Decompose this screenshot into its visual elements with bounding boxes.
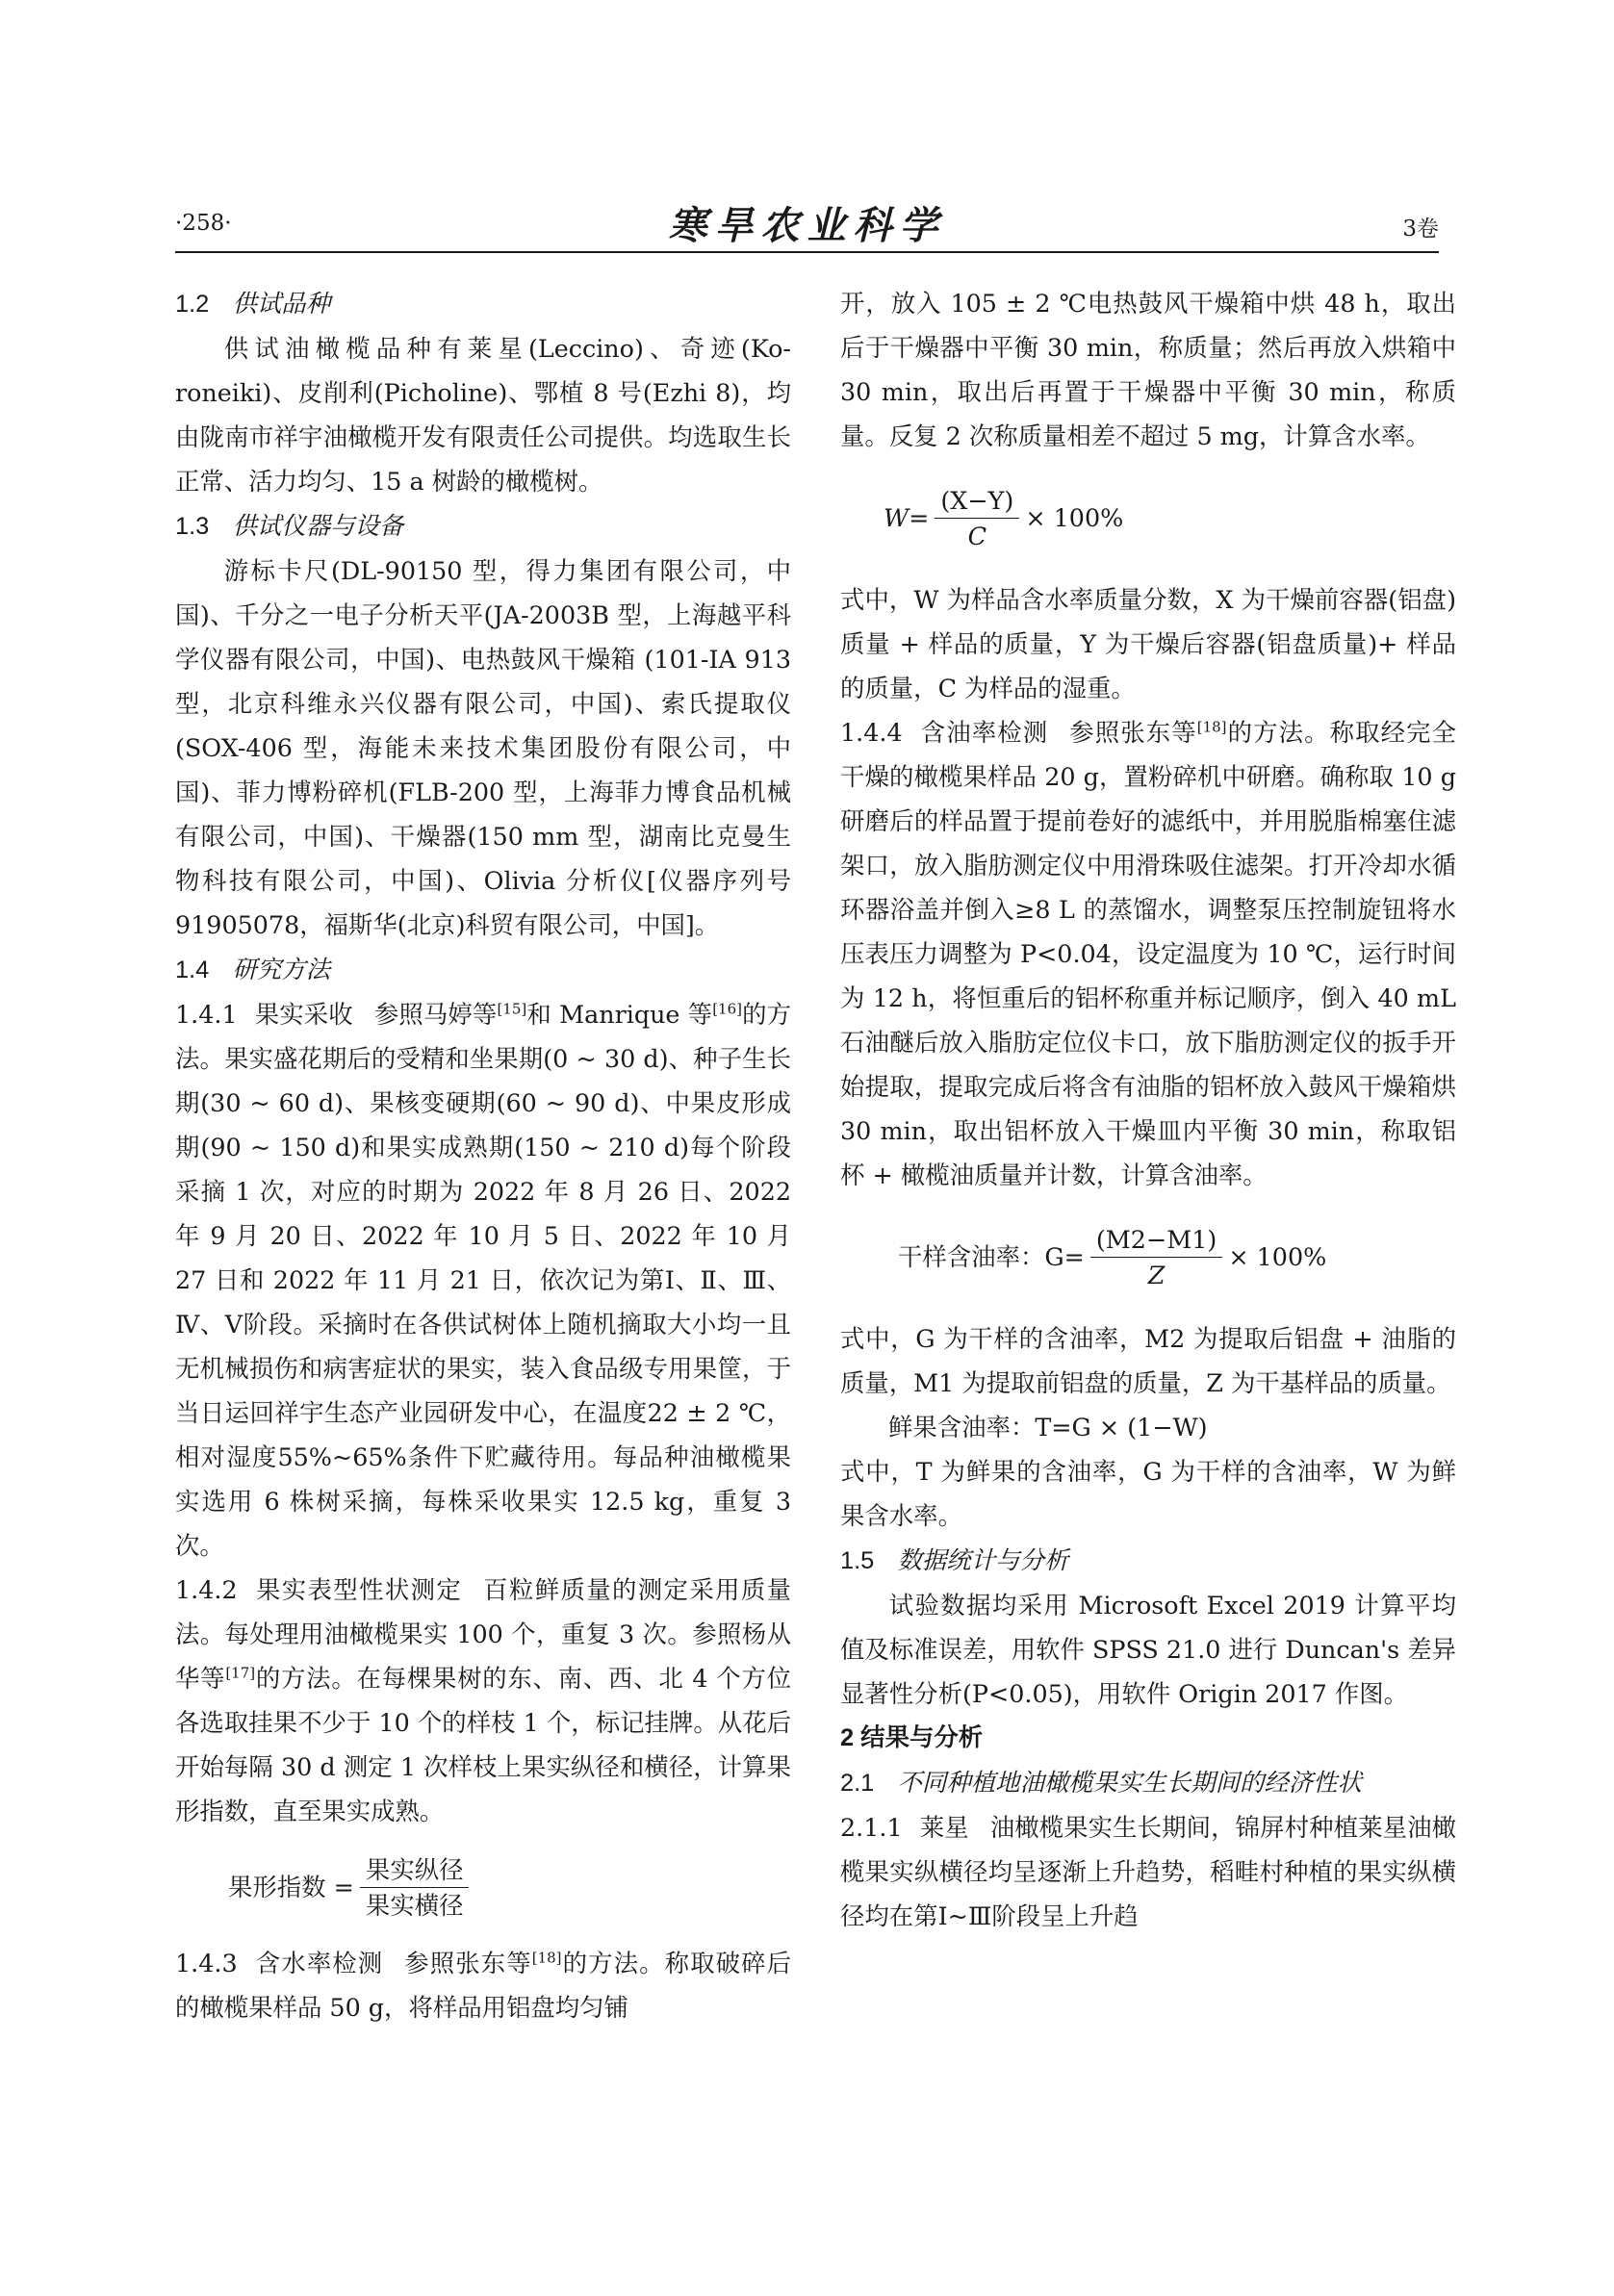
- fresh-oil-formula: 鲜果含油率：T=G × (1−W): [888, 1413, 1208, 1441]
- moisture-formula: W= $\frac{(X-Y)}{C}$ × 100%: [840, 466, 1456, 570]
- paragraph-fruit-harvest: 1.4.1 果实采收 参照马婷等[15]和 Manrique 等[16]的方法。果实盛花期后的受精和坐果期(0 ~ 30 d)、种子生长期(30 ~ 60 d)、果核变硬期(60 ~ 90 d)、中果皮形成期(90 ~ 150 d)和果实成熟期(150 ~ 210 d)每个阶段采摘 1 次，对应的时期为 2022 年 8 月 26 日、2022 年 9 月 20 日、2022 年 10 月 5 日、2022 年 10 月 27 日和 2022 年 11 月 21 日，依次记为第Ⅰ、Ⅱ、Ⅲ、Ⅳ、Ⅴ阶段。采摘时在各供试树体上随机摘取大小均一且无机械损伤和病害症状的果实，装入食品级专用果筐，于当日运回祥宇生态产业园研发中心，在温度22 ± 2 ℃，相对湿度55%~65%条件下贮藏待用。每品种油橄榄果实选用 6 株树采摘，每株采收果实 12.5 kg，重复 3 次。: [175, 1000, 792, 1560]
- section-heading-1-3: 1.3 供试仪器与设备: [175, 511, 404, 540]
- dry-oil-formula: 干样含油率：G= $\frac{(M2-M1)}{Z}$ × 100%: [840, 1205, 1456, 1309]
- volume-label: 3卷: [1402, 217, 1439, 242]
- paragraph-phenotype: 1.4.2 果实表型性状测定 百粒鲜质量的测定采用质量法。每处理用油橄榄果实 100 个，重复 3 次。参照杨从华等[17]的方法。在每棵果树的东、南、西、北 4 个方位各选取挂果不少于 10 个的样枝 1 个，标记挂牌。从花后开始每隔 30 d 测定 1 次样枝上果实纵径和横径，计算果形指数，直至果实成熟。: [175, 1575, 792, 1825]
- paragraph-leccino: 2.1.1 莱星 油橄榄果实生长期间，锦屏村种植莱星油橄榄果实纵横径均呈逐渐上升趋势，稻畦村种植的果实纵横径均在第Ⅰ~Ⅲ阶段呈上升趋: [840, 1813, 1457, 1930]
- paragraph-moisture-legend: 式中，W 为样品含水率质量分数，X 为干燥前容器(铝盘)质量 + 样品的质量，Y 为干燥后容器(铝盘质量)+ 样品的质量，C 为样品的湿重。: [840, 585, 1456, 702]
- running-header: [175, 195, 1439, 249]
- section-heading-1-5: 1.5 数据统计与分析: [840, 1545, 1069, 1574]
- header-rule: [175, 251, 1439, 253]
- paragraph-moisture: 1.4.3 含水率检测 参照张东等[18]的方法。称取破碎后的橄榄果样品 50 g，将样品用铝盘均匀铺: [175, 1949, 792, 2022]
- section-heading-1-4: 1.4 研究方法: [175, 955, 331, 983]
- left-column: [175, 281, 791, 2029]
- paragraph-fresh-legend: 式中，T 为鲜果的含油率，G 为干样的含油率，W 为鲜果含水率。: [840, 1457, 1456, 1530]
- section-heading-1-2: 1.2 供试品种: [175, 289, 331, 318]
- paragraph-moisture-cont: 开，放入 105 ± 2 ℃电热鼓风干燥箱中烘 48 h，取出后于干燥器中平衡 30 min，称质量；然后再放入烘箱中 30 min，取出后再置于干燥器中平衡 30 min，称质量。反复 2 次称质量相差不超过 5 mg，计算含水率。: [840, 289, 1456, 450]
- section-heading-2-1: 2.1 不同种植地油橄榄果实生长期间的经济性状: [840, 1768, 1362, 1797]
- paragraph-varieties: 供试油橄榄品种有莱星(Leccino)、奇迹(Ko-roneiki)、皮削利(Picholine)、鄂植 8 号(Ezhi 8)，均由陇南市祥宇油橄榄开发有限责任公司提供。均选取生长正常、活力均匀、15 a 树龄的橄榄树。: [175, 334, 791, 496]
- right-column: [840, 281, 1456, 1938]
- fruit-shape-index-formula: 果形指数 = $\frac{\text{果实纵径}}{\text{果实横径}}$: [175, 1841, 791, 1933]
- paragraph-statistics: 试验数据均采用 Microsoft Excel 2019 计算平均值及标准误差，用软件 SPSS 21.0 进行 Duncan's 差异显著性分析(P<0.05)，用软件 Origin 2017 作图。: [840, 1591, 1456, 1708]
- paragraph-oil-legend: 式中，G 为干样的含油率，M2 为提取后铝盘 + 油脂的质量，M1 为提取前铝盘的质量，Z 为干基样品的质量。: [840, 1324, 1456, 1397]
- section-heading-2: 2 结果与分析: [840, 1724, 984, 1751]
- journal-title: 寒旱农业科学: [668, 203, 946, 248]
- paragraph-oil-content: 1.4.4 含油率检测 参照张东等[18]的方法。称取经完全干燥的橄榄果样品 20 g，置粉碎机中研磨。确称取 10 g 研磨后的样品置于提前卷好的滤纸中，并用脱脂棉塞住滤架口，放入脂肪测定仪中用滑珠吸住滤架。打开冷却水循环器浴盖并倒入≥8 L 的蒸馏水，调整泵压控制旋钮将水压表压力调整为 P<0.04，设定温度为 10 ℃，运行时间为 12 h，将恒重后的铝杯称重并标记顺序，倒入 40 mL 石油醚后放入脂肪定位仪卡口，放下脂肪测定仪的扳手开始提取，提取完成后将含有油脂的铝杯放入鼓风干燥箱烘 30 min，取出铝杯放入干燥皿内平衡 30 min，称取铝杯 + 橄榄油质量并计数，计算含油率。: [840, 718, 1457, 1189]
- page-number: ·258·: [175, 211, 232, 236]
- paragraph-instruments: 游标卡尺(DL-90150 型，得力集团有限公司，中国)、千分之一电子分析天平(JA-2003B 型，上海越平科学仪器有限公司，中国)、电热鼓风干燥箱 (101-IA 913 型，北京科维永兴仪器有限公司，中国)、索氏提取仪(SOX-406 型，海能未来技术集团股份有限公司，中国)、菲力博粉碎机(FLB-200 型，上海菲力博食品机械有限公司，中国)、干燥器(150 mm 型，湖南比克曼生物科技有限公司，中国)、Olivia 分析仪[仪器序列号 91905078，福斯华(北京)科贸有限公司，中国]。: [175, 556, 791, 939]
